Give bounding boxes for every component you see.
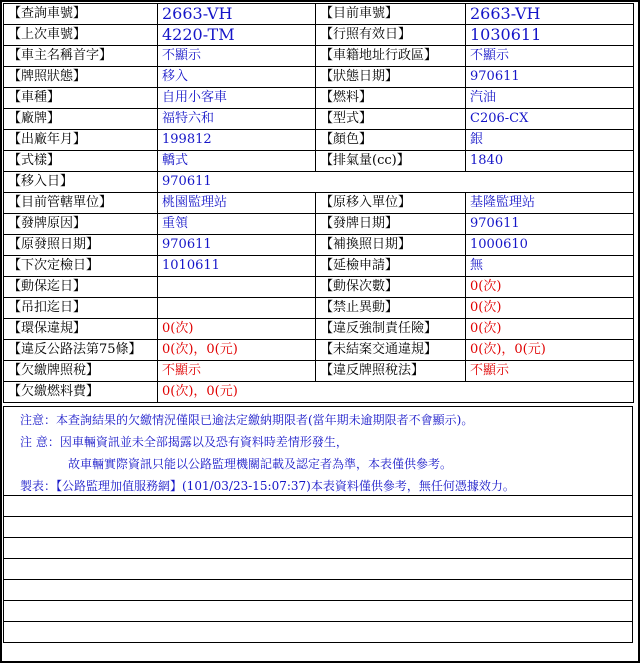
field-value bbox=[158, 298, 316, 319]
field-label: 【目前管轄單位】 bbox=[4, 193, 158, 214]
field-value: 970611 bbox=[158, 235, 316, 256]
field-value: 2663-VH bbox=[158, 4, 316, 25]
field-label: 【上次車號】 bbox=[4, 25, 158, 46]
field-value: 重領 bbox=[158, 214, 316, 235]
field-value: 1000610 bbox=[466, 235, 634, 256]
note-overdue: 注意：本查詢結果的欠繳情況僅限已逾法定繳納期限者(當年期未逾期限者不會顯示)。 bbox=[20, 413, 474, 427]
field-value: 基隆監理站 bbox=[466, 193, 634, 214]
vehicle-info-table bbox=[3, 3, 634, 403]
field-value: 970611 bbox=[466, 214, 634, 235]
table-row bbox=[4, 256, 634, 277]
field-value: 汽油 bbox=[466, 88, 634, 109]
field-label: 【原發照日期】 bbox=[4, 235, 158, 256]
field-value: 0(次)，0(元) bbox=[158, 340, 316, 361]
field-label: 【目前車號】 bbox=[316, 4, 466, 25]
field-value: 無 bbox=[466, 256, 634, 277]
note-disclaimer-2: 故車輛實際資訊只能以公路監理機關記載及認定者為準，本表僅供參考。 bbox=[68, 457, 453, 471]
field-value: 自用小客車 bbox=[158, 88, 316, 109]
field-value: 199812 bbox=[158, 130, 316, 151]
table-row bbox=[4, 151, 634, 172]
field-value: 2663-VH bbox=[466, 4, 634, 25]
field-label: 【行照有效日】 bbox=[316, 25, 466, 46]
field-value: 移入 bbox=[158, 67, 316, 88]
field-label: 【車籍地址行政區】 bbox=[316, 46, 466, 67]
field-value: 1010611 bbox=[158, 256, 316, 277]
table-row bbox=[4, 361, 634, 382]
field-label: 【查詢車號】 bbox=[4, 4, 158, 25]
field-value: 不顯示 bbox=[466, 46, 634, 67]
field-label: 【補換照日期】 bbox=[316, 235, 466, 256]
blank-row bbox=[3, 601, 633, 622]
blank-row bbox=[3, 517, 633, 538]
blank-row bbox=[3, 622, 633, 643]
field-label: 【吊扣迄日】 bbox=[4, 298, 158, 319]
field-value: 不顯示 bbox=[158, 46, 316, 67]
table-row bbox=[4, 46, 634, 67]
table-row bbox=[4, 277, 634, 298]
field-label: 【違反公路法第75條】 bbox=[4, 340, 158, 361]
blank-rows bbox=[3, 496, 633, 643]
blank-row bbox=[3, 580, 633, 601]
field-value: 0(次) bbox=[158, 319, 316, 340]
table-row bbox=[4, 382, 634, 403]
field-label: 【禁止異動】 bbox=[316, 298, 466, 319]
table-row bbox=[4, 172, 634, 193]
field-value: 0(次) bbox=[466, 277, 634, 298]
table-row bbox=[4, 25, 634, 46]
field-label: 【環保違規】 bbox=[4, 319, 158, 340]
field-label: 【延檢申請】 bbox=[316, 256, 466, 277]
field-label: 【排氣量(cc)】 bbox=[316, 151, 466, 172]
field-label: 【車種】 bbox=[4, 88, 158, 109]
table-row bbox=[4, 235, 634, 256]
table-row bbox=[4, 298, 634, 319]
field-label: 【違反牌照稅法】 bbox=[316, 361, 466, 382]
field-label: 【狀態日期】 bbox=[316, 67, 466, 88]
field-label: 【燃料】 bbox=[316, 88, 466, 109]
table-row bbox=[4, 109, 634, 130]
field-label: 【發牌日期】 bbox=[316, 214, 466, 235]
table-row bbox=[4, 130, 634, 151]
field-value: 不顯示 bbox=[158, 361, 316, 382]
table-row bbox=[4, 193, 634, 214]
field-label: 【車主名稱首字】 bbox=[4, 46, 158, 67]
field-label: 【型式】 bbox=[316, 109, 466, 130]
field-label: 【原移入單位】 bbox=[316, 193, 466, 214]
field-label: 【移入日】 bbox=[4, 172, 158, 193]
field-label: 【廠牌】 bbox=[4, 109, 158, 130]
field-label: 【欠繳牌照稅】 bbox=[4, 361, 158, 382]
field-value: 銀 bbox=[466, 130, 634, 151]
field-label: 【發牌原因】 bbox=[4, 214, 158, 235]
table-row bbox=[4, 67, 634, 88]
field-label: 【顏色】 bbox=[316, 130, 466, 151]
table-row bbox=[4, 214, 634, 235]
field-value: 0(次)，0(元) bbox=[466, 340, 634, 361]
notes-section bbox=[3, 406, 633, 496]
field-label: 【未結案交通違規】 bbox=[316, 340, 466, 361]
field-value: 轎式 bbox=[158, 151, 316, 172]
field-label: 【牌照狀態】 bbox=[4, 67, 158, 88]
field-value: 1840 bbox=[466, 151, 634, 172]
field-label: 【動保次數】 bbox=[316, 277, 466, 298]
field-value: 1030611 bbox=[466, 25, 634, 46]
blank-row bbox=[3, 538, 633, 559]
field-value: 桃園監理站 bbox=[158, 193, 316, 214]
field-label: 【違反強制責任險】 bbox=[316, 319, 466, 340]
field-value bbox=[158, 277, 316, 298]
field-value: 970611 bbox=[158, 172, 634, 193]
field-value: 970611 bbox=[466, 67, 634, 88]
field-value: 0(次) bbox=[466, 298, 634, 319]
table-row bbox=[4, 4, 634, 25]
table-row bbox=[4, 340, 634, 361]
field-label: 【下次定檢日】 bbox=[4, 256, 158, 277]
field-value: 4220-TM bbox=[158, 25, 316, 46]
field-label: 【式樣】 bbox=[4, 151, 158, 172]
made-by-note: 製表：【公路監理加值服務網】(101/03/23-15:07:37)本表資料僅供參考，無任何憑據效力。 bbox=[20, 479, 515, 493]
field-value: 福特六和 bbox=[158, 109, 316, 130]
field-value: 0(次)，0(元) bbox=[158, 382, 634, 403]
field-label: 【動保迄日】 bbox=[4, 277, 158, 298]
table-row bbox=[4, 319, 634, 340]
field-value: 不顯示 bbox=[466, 361, 634, 382]
table-row bbox=[4, 88, 634, 109]
blank-row bbox=[3, 496, 633, 517]
blank-row bbox=[3, 559, 633, 580]
field-value: C206-CX bbox=[466, 109, 634, 130]
field-label: 【欠繳燃料費】 bbox=[4, 382, 158, 403]
field-value: 0(次) bbox=[466, 319, 634, 340]
note-disclaimer-1: 注 意：因車輛資訊並未全部揭露以及恐有資料時差情形發生， bbox=[20, 435, 348, 449]
field-label: 【出廠年月】 bbox=[4, 130, 158, 151]
